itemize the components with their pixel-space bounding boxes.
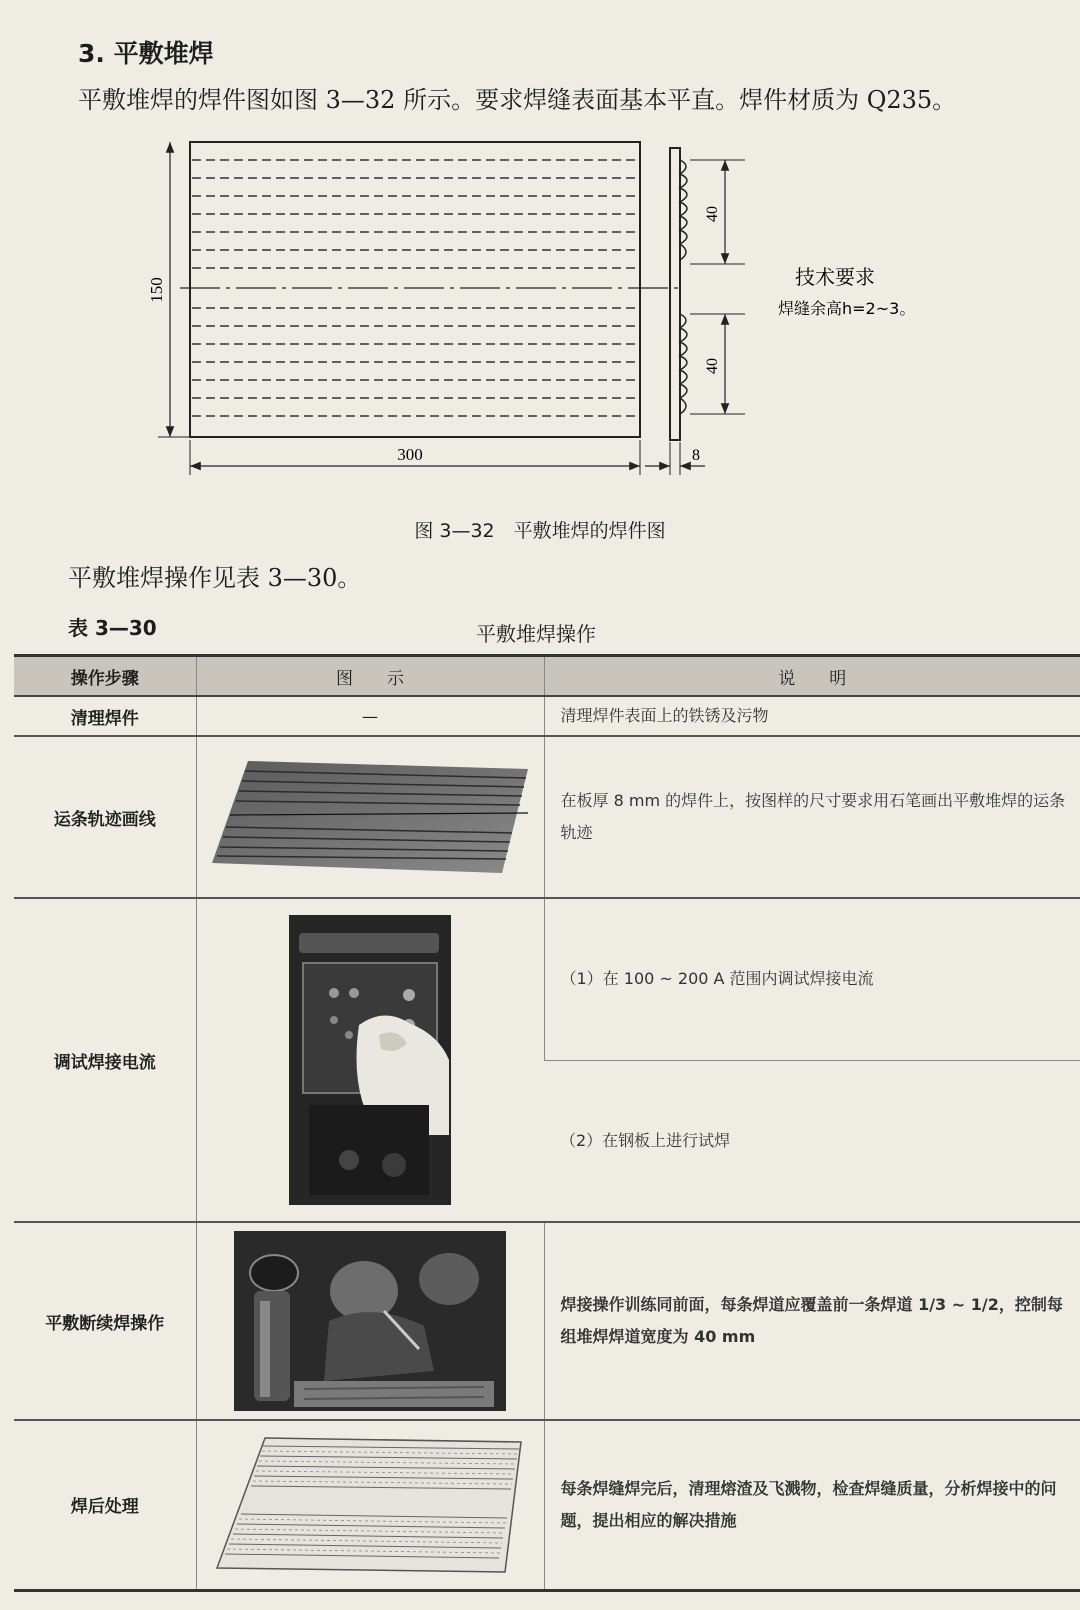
lower-weld-beads	[680, 314, 687, 414]
dim-thickness: 8	[692, 447, 700, 464]
table-row	[14, 1420, 1080, 1590]
header-description: 说 明	[544, 656, 1080, 697]
illustration-cell: —	[196, 696, 544, 736]
figure-caption: 图 3—32 平敷堆焊的焊件图	[414, 520, 666, 542]
dim-height: 150	[147, 277, 166, 303]
plate-with-lines-photo	[210, 755, 530, 880]
table-row	[14, 696, 1080, 736]
upper-weld-beads	[680, 160, 687, 260]
description-cell: 在板厚 8 mm 的焊件上，按图样的尺寸要求用石笔画出平敷堆焊的运条轨迹	[544, 736, 1080, 898]
intro-paragraph: 平敷堆焊的焊件图如图 3—32 所示。要求焊缝表面基本平直。焊件材质为 Q235。	[78, 86, 957, 114]
table-title: 平敷堆焊操作	[476, 622, 596, 646]
upper-weld-paths	[192, 160, 638, 268]
reference-paragraph: 平敷堆焊操作见表 3—30。	[68, 564, 362, 592]
description-cell: （1）在 100 ~ 200 A 范围内调试焊接电流	[544, 898, 1080, 1060]
step-cell: 平敷断续焊操作	[14, 1222, 196, 1420]
illustration-cell	[196, 1420, 544, 1590]
illustration-cell	[196, 736, 544, 898]
table-number: 表 3—30	[68, 616, 157, 640]
header-step: 操作步骤	[14, 656, 196, 697]
tech-req-text: 焊缝余高h=2~3。	[778, 299, 916, 318]
lower-weld-paths	[192, 308, 638, 416]
welding-machine-photo	[289, 915, 451, 1205]
table-row	[14, 736, 1080, 898]
operations-table	[14, 654, 1080, 1592]
description-cell: 清理焊件表面上的铁锈及污物	[544, 696, 1080, 736]
weldment-drawing	[140, 130, 960, 520]
table-row	[14, 1222, 1080, 1420]
table-header-row	[14, 656, 1080, 697]
description-cell: 每条焊缝焊完后，清理熔渣及飞溅物，检查焊缝质量，分析焊接中的问题，提出相应的解决措施	[544, 1420, 1080, 1590]
illustration-cell	[196, 898, 544, 1222]
dim-band-upper: 40	[704, 206, 721, 222]
section-heading: 3. 平敷堆焊	[78, 39, 214, 68]
dim-band-lower: 40	[704, 358, 721, 374]
welded-plate-photo	[215, 1432, 525, 1577]
welding-operation-photo	[234, 1231, 506, 1411]
plate-outline	[190, 142, 640, 437]
table-row	[14, 898, 1080, 1060]
description-cell: （2）在钢板上进行试焊	[544, 1060, 1080, 1222]
header-illustration: 图 示	[196, 656, 544, 697]
step-cell: 焊后处理	[14, 1420, 196, 1590]
step-cell: 清理焊件	[14, 696, 196, 736]
illustration-cell	[196, 1222, 544, 1420]
tech-req-title: 技术要求	[795, 265, 875, 289]
step-cell: 运条轨迹画线	[14, 736, 196, 898]
side-view-plate	[670, 148, 680, 440]
dim-width: 300	[397, 445, 423, 464]
step-cell: 调试焊接电流	[14, 898, 196, 1222]
description-cell: 焊接操作训练同前面，每条焊道应覆盖前一条焊道 1/3 ~ 1/2，控制每组堆焊焊道宽度为 40 mm	[544, 1222, 1080, 1420]
